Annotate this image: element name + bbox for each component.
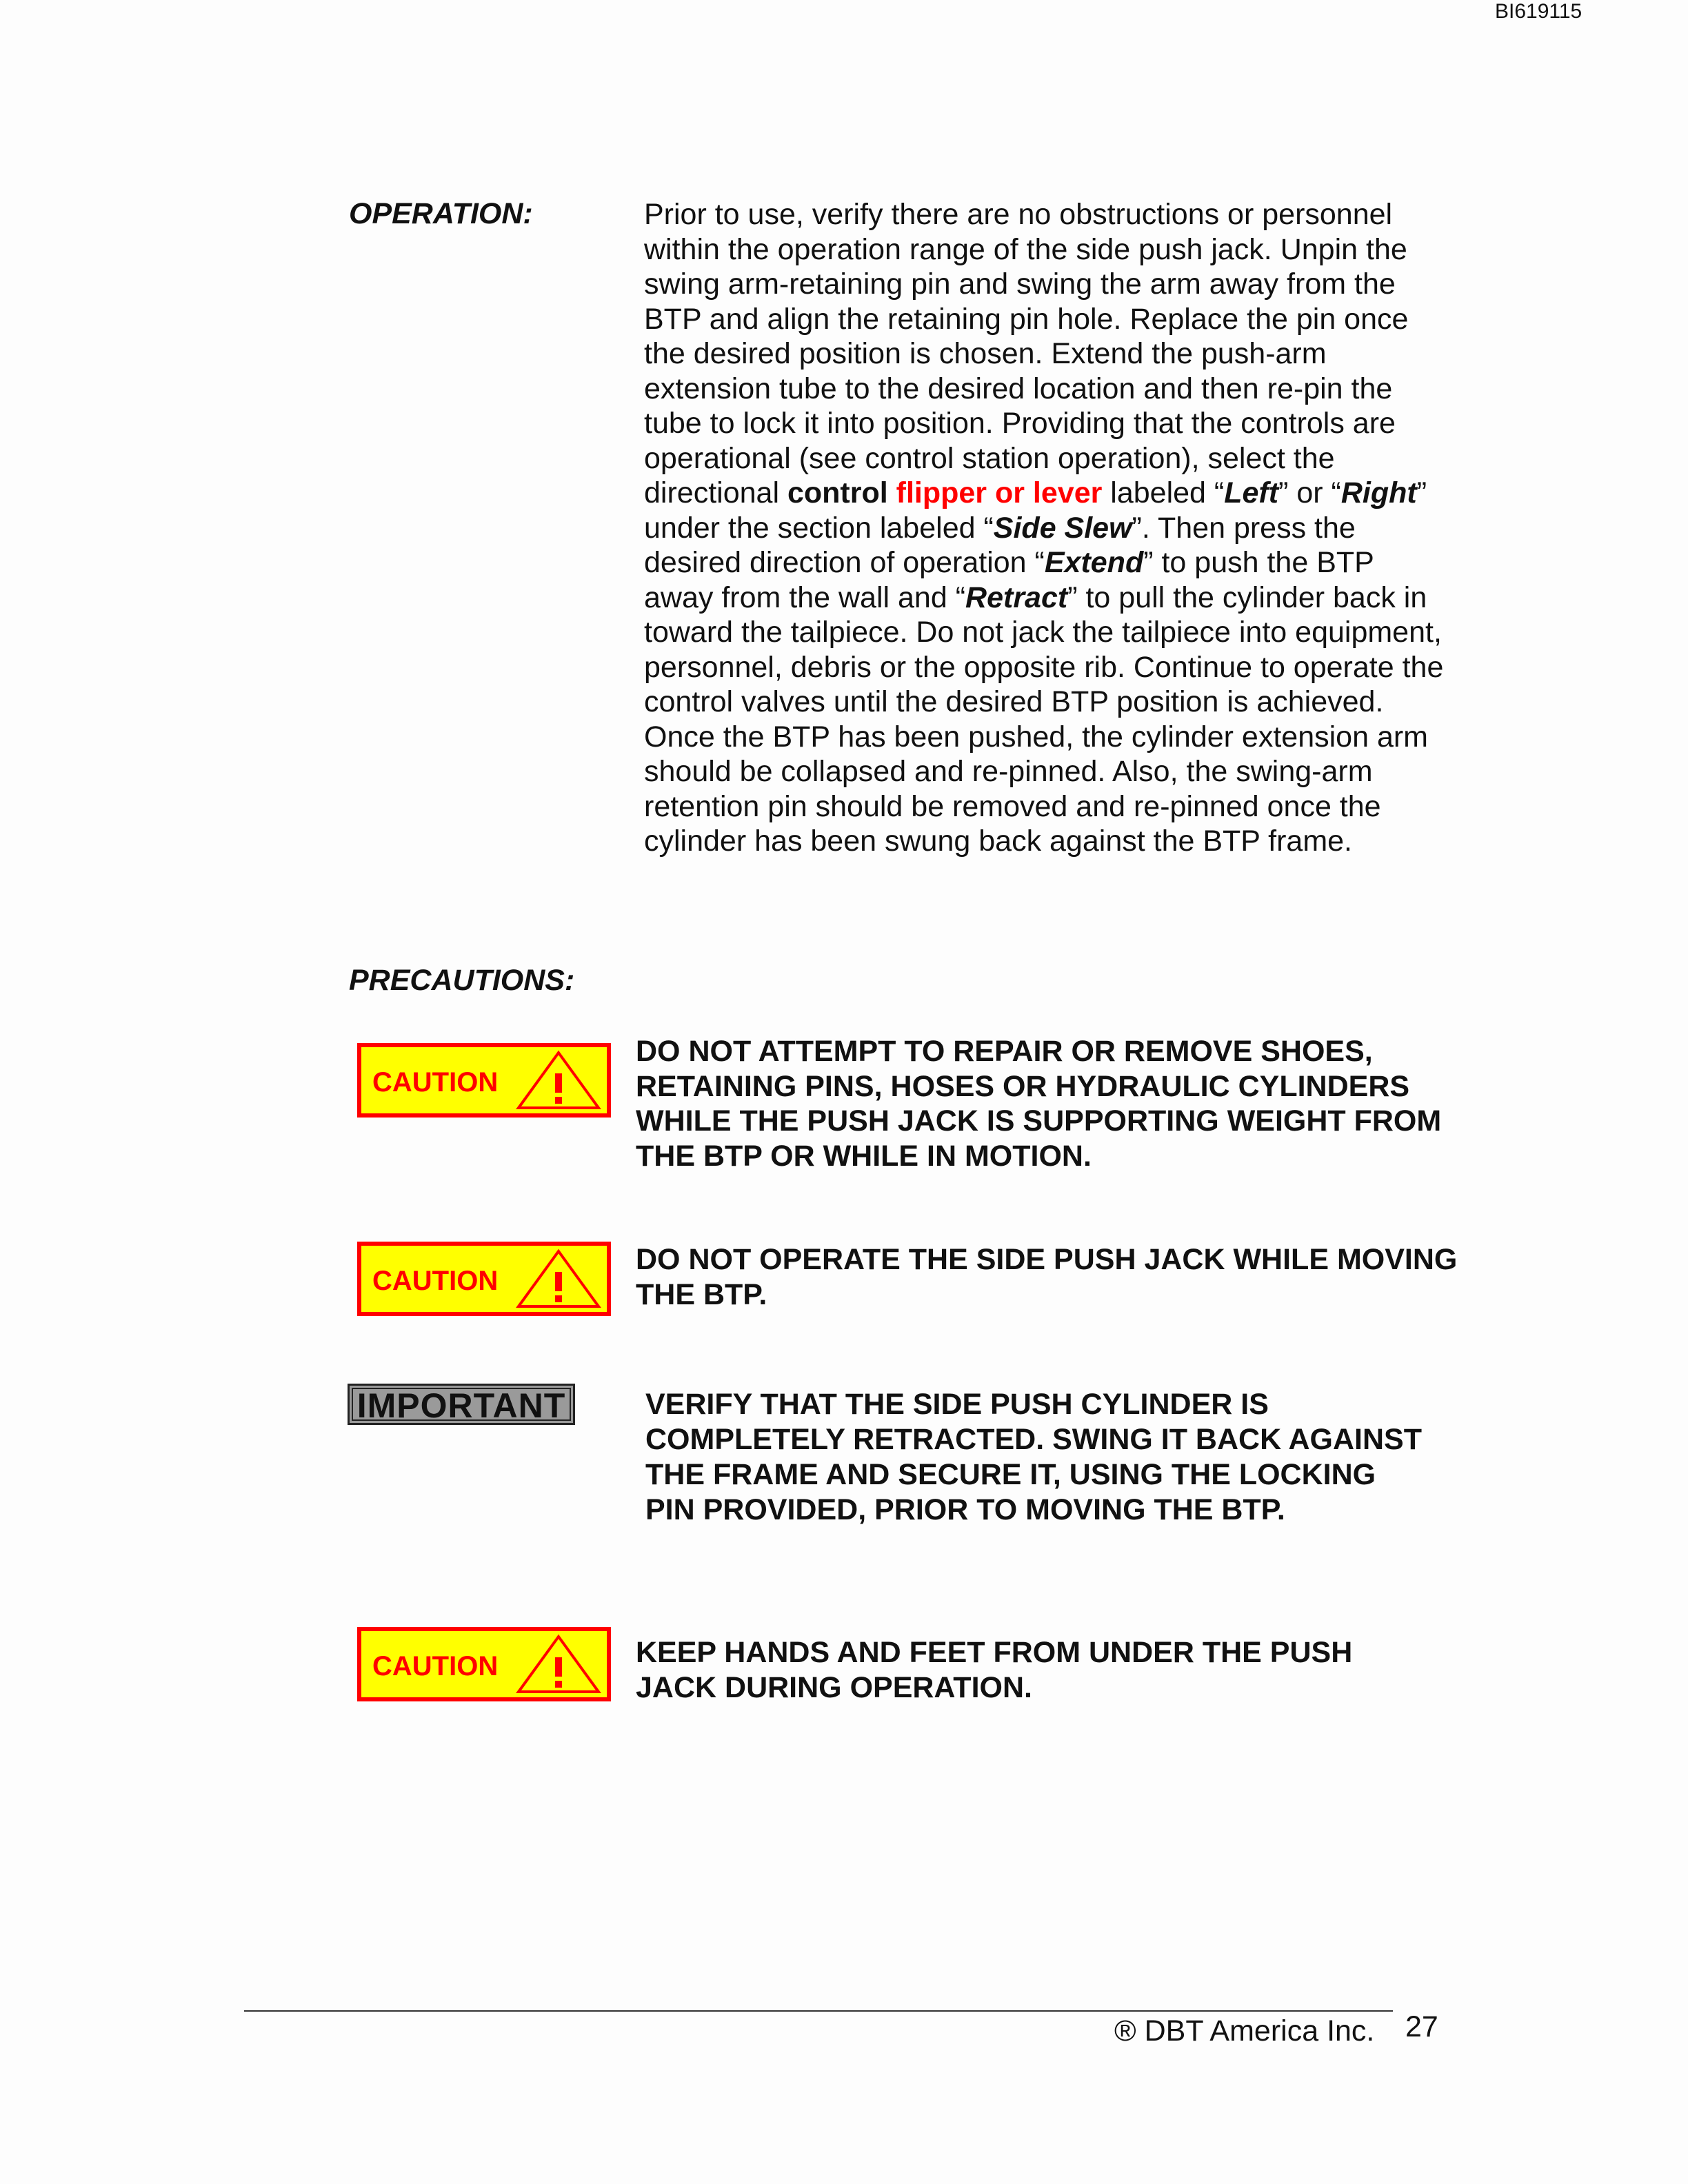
operation-term-extend: Extend xyxy=(1044,546,1144,579)
operation-text: Prior to use, verify there are no obstructions or personnel within the operation range of the side push jack. Unpin the swing arm-retaining pin and swing the arm away from the BTP and align the retaining pin hole. Replace the pin once the desired position is chosen. Extend the push-arm extension tube to the desired location and then re-pin the tube to lock it into position. Providing that the controls are operational (see control station operation), select the directional xyxy=(644,198,1409,509)
page-number: 27 xyxy=(1405,2010,1438,2043)
operation-heading: OPERATION: xyxy=(349,197,533,230)
operation-text: ” to push the BTP away from the wall and “ xyxy=(644,546,1374,614)
operation-text: ” to pull the cylinder back in toward the tailpiece. Do not jack the tailpiece into equipment, personnel, debris or the opposite rib. Continue to operate the control valves until the desired BTP position is achieved. Once the BTP has been pushed, the cylinder extension arm should be collapsed and re-pinned. Also, the swing-arm retention pin should be removed and re-pinned once the cylinder has been swung back against the BTP frame. xyxy=(644,580,1444,858)
operation-text-highlight: flipper or lever xyxy=(896,476,1103,509)
operation-text: ” under the section labeled “ xyxy=(644,476,1427,545)
operation-text: ”. Then press the desired direction of operation “ xyxy=(644,511,1356,579)
caution-badge xyxy=(357,1043,611,1118)
important-label: IMPORTANT xyxy=(352,1388,571,1421)
operation-text: ” or “ xyxy=(1278,476,1341,509)
operation-term-side-slew: Side Slew xyxy=(993,511,1132,545)
caution-label: CAUTION xyxy=(372,1067,499,1098)
document-id: BI619115 xyxy=(1495,0,1582,23)
operation-term-left: Left xyxy=(1224,476,1279,509)
caution-badge xyxy=(357,1242,611,1316)
caution-badge xyxy=(357,1627,611,1701)
precautions-heading: PRECAUTIONS: xyxy=(349,964,575,997)
operation-body xyxy=(644,197,1451,859)
important-text: VERIFY THAT THE SIDE PUSH CYLINDER IS COMPLETELY RETRACTED. SWING IT BACK AGAINST THE FRAME AND SECURE IT, USING THE LOCKING PIN PROVIDED, PRIOR TO MOVING THE BTP. xyxy=(645,1388,1422,1526)
caution-text: KEEP HANDS AND FEET FROM UNDER THE PUSH JACK DURING OPERATION. xyxy=(636,1636,1353,1704)
caution-label: CAUTION xyxy=(372,1651,499,1681)
operation-term-right: Right xyxy=(1340,476,1417,509)
operation-text xyxy=(888,476,896,509)
operation-text: labeled “ xyxy=(1102,476,1225,509)
caution-text: DO NOT ATTEMPT TO REPAIR OR REMOVE SHOES, RETAINING PINS, HOSES OR HYDRAULIC CYLINDERS WHILE THE PUSH JACK IS SUPPORTING WEIGHT FROM THE BTP OR WHILE IN MOTION. xyxy=(636,1035,1442,1173)
operation-text-bold: control xyxy=(787,476,888,509)
caution-label: CAUTION xyxy=(372,1266,499,1296)
operation-term-retract: Retract xyxy=(965,580,1068,614)
important-badge xyxy=(348,1384,575,1425)
footer-copyright: ® DBT America Inc. xyxy=(1114,2014,1375,2048)
footer-divider xyxy=(244,2010,1393,2012)
caution-text: DO NOT OPERATE THE SIDE PUSH JACK WHILE MOVING THE BTP. xyxy=(636,1243,1458,1311)
